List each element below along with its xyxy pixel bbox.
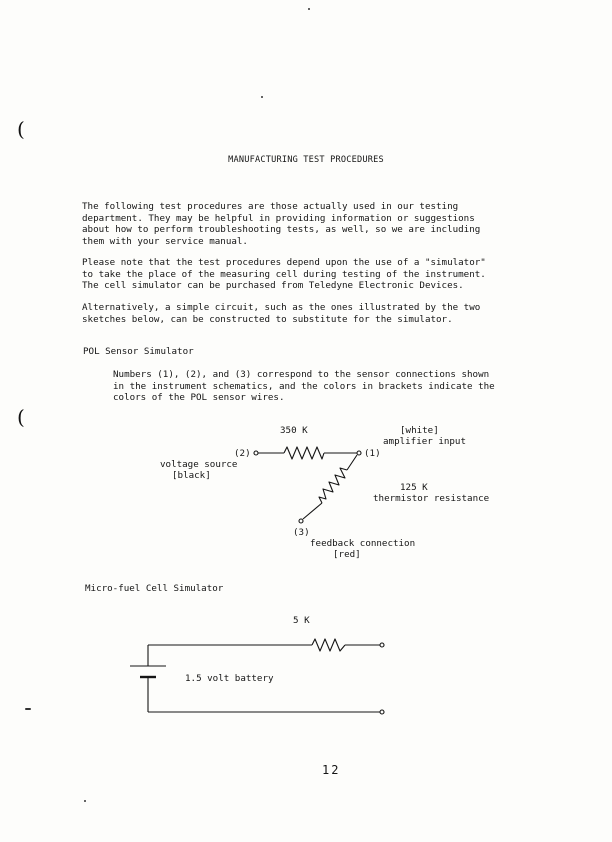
intro-line: department. They may be helpful in providing information or suggestions xyxy=(82,212,475,224)
note-line: to take the place of the measuring cell during testing of the instrument. xyxy=(82,268,486,280)
r1-resistor-zigzag xyxy=(284,447,324,459)
r2-value-label: 125 K xyxy=(400,482,428,493)
r2-function-label: thermistor resistance xyxy=(373,493,490,504)
pol-description-line: colors of the POL sensor wires. xyxy=(113,392,285,403)
intro-line: The following test procedures are those actually used in our testing xyxy=(82,201,459,212)
note-line: The cell simulator can be purchased from Teledyne Electronic Devices. xyxy=(82,280,464,291)
intro-line: about how to perform troubleshooting tests, as well, so we are including xyxy=(82,224,481,235)
binder-hole-mark: ( xyxy=(17,405,25,429)
node2-terminal xyxy=(254,451,258,455)
node1-terminal xyxy=(357,451,361,455)
node3-label: (3) xyxy=(293,527,310,538)
page-number: 12 xyxy=(322,763,341,777)
binder-hole-mark: ( xyxy=(17,117,25,141)
page-title: MANUFACTURING TEST PROCEDURES xyxy=(228,155,384,165)
microfuel-resistor-zigzag xyxy=(312,639,345,651)
node2-function-label: voltage source xyxy=(160,459,238,470)
pol-description-line: in the instrument schematics, and the colors in brackets indicate the xyxy=(113,380,495,392)
node3-color-label: [red] xyxy=(333,549,361,560)
node1-label: (1) xyxy=(364,448,381,459)
note-line: Please note that the test procedures depend upon the use of a "simulator" xyxy=(82,257,486,268)
node1-function-label: amplifier input xyxy=(383,436,466,447)
r2-resistor-zigzag xyxy=(319,468,347,503)
microfuel-heading: Micro-fuel Cell Simulator xyxy=(85,583,224,594)
alternative-line: Alternatively, a simple circuit, such as the ones illustrated by the two xyxy=(82,302,481,313)
node3-function-label: feedback connection xyxy=(310,538,416,549)
battery-label: 1.5 volt battery xyxy=(185,673,274,684)
node2-label: (2) xyxy=(234,448,251,459)
bottom-terminal xyxy=(380,710,384,714)
r2-lead-bottom xyxy=(303,503,322,519)
pol-sensor-heading: POL Sensor Simulator xyxy=(83,346,194,357)
r2-lead-top xyxy=(347,455,357,470)
node3-terminal xyxy=(299,519,303,523)
intro-line: them with your service manual. xyxy=(82,235,248,247)
node2-color-label: [black] xyxy=(172,470,211,481)
alternative-line: sketches below, can be constructed to substitute for the simulator. xyxy=(82,313,453,325)
node1-color-label: [white] xyxy=(400,425,439,436)
pol-description-line: Numbers (1), (2), and (3) correspond to the sensor connections shown xyxy=(113,369,490,380)
microfuel-resistor-value-label: 5 K xyxy=(293,615,310,626)
top-terminal xyxy=(380,643,384,647)
r1-value-label: 350 K xyxy=(280,425,308,436)
